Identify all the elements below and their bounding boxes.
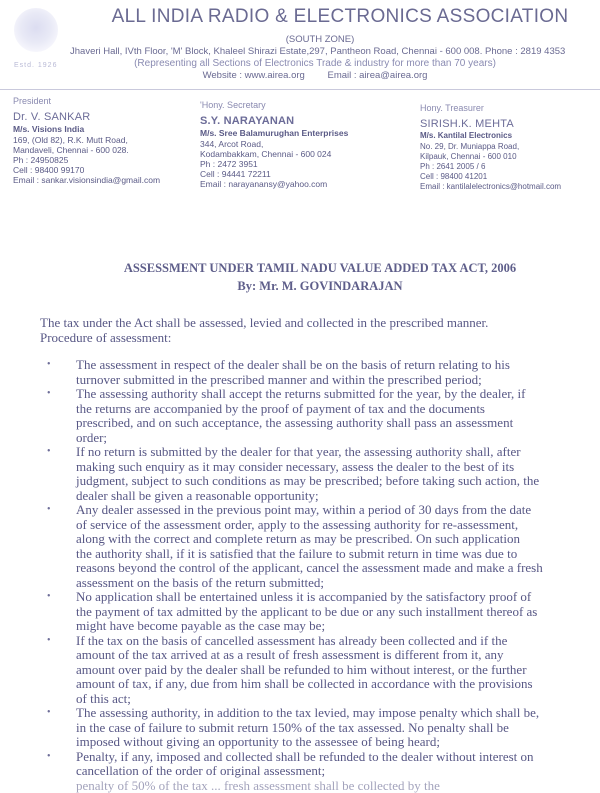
list-item-line: The assessment in respect of the dealer shall be on the basis of return relating to his <box>76 358 600 373</box>
list-item-line: dealer shall be given a reasonable opportunity; <box>76 489 600 504</box>
list-item-line: might have become payable as the case may be; <box>76 619 600 634</box>
list-item-line: cancellation of the order of original assessment; <box>76 764 600 779</box>
bullet-icon: • <box>47 750 51 765</box>
assessment-procedure-list <box>40 358 600 793</box>
clipped-line: penalty of 50% of the tax ... fresh assessment shall be collected by the <box>76 779 600 793</box>
intro-line: The tax under the Act shall be assessed, levied and collected in the prescribed manner. <box>40 316 600 331</box>
organization-tagline: (Representing all Sections of Electronics Trade & industry for more than 70 years) <box>0 58 600 69</box>
list-item-line: reasons beyond the control of the applicant, cancel the assessment made and make a fresh <box>76 561 600 576</box>
list-item <box>40 503 600 590</box>
article-title: ASSESSMENT UNDER TAMIL NADU VALUE ADDED TAX ACT, 2006 <box>0 261 600 276</box>
logo-caption: Estd. 1926 <box>14 62 57 69</box>
officer-cell: Cell : 98400 99170 <box>13 165 160 175</box>
list-item-line: the payment of tax admitted by the applicant to be due or any such installment thereof as <box>76 605 600 620</box>
list-item <box>40 358 600 387</box>
list-item-line: If no return is submitted by the dealer for that year, the assessing authority shall, after <box>76 445 600 460</box>
officer-name: Dr. V. SANKAR <box>13 112 160 122</box>
email-link[interactable]: Email : airea@airea.org <box>327 70 427 81</box>
list-item-line: order; <box>76 431 600 446</box>
list-item-line: No application shall be entertained unless it is accompanied by the satisfactory proof of <box>76 590 600 605</box>
officer-email[interactable]: Email : sankar.visionsindia@gmail.com <box>13 175 160 185</box>
list-item-line: amount of the tax arrived at as a result of fresh assessment is different from it, any <box>76 648 600 663</box>
letterhead-divider <box>0 89 600 90</box>
list-item-line: Penalty, if any, imposed and collected shall be refunded to the dealer without interest on <box>76 750 600 765</box>
association-logo-icon <box>14 8 58 52</box>
list-item <box>40 634 600 707</box>
list-item-line: the returns are accompanied by the proof of payment of tax and the documents <box>76 402 600 417</box>
bullet-icon: • <box>47 445 51 460</box>
organization-address: Jhaveri Hall, IVth Floor, 'M' Block, Khaleel Shirazi Estate,297, Pantheon Road, Chennai - 600 008. Phone : 2819 4353 <box>70 46 565 57</box>
list-item-line: of this act; <box>76 692 600 707</box>
officer-firm: M/s. Sree Balamurughan Enterprises <box>200 128 348 138</box>
bullet-icon: • <box>47 706 51 721</box>
officer-phone: Ph : 24950825 <box>13 155 160 165</box>
officer-email[interactable]: Email : kantilalelectronics@hotmail.com <box>420 182 561 192</box>
article-intro <box>40 316 600 345</box>
list-item-line: in the case of failure to submit return 150% of the tax assessed. No penalty shall be <box>76 721 600 736</box>
list-item-line: The assessing authority, in addition to the tax levied, may impose penalty which shall be, <box>76 706 600 721</box>
officer-name: SIRISH.K. MEHTA <box>420 119 561 129</box>
officer-address-line: 169, (Old 82), R.K. Mutt Road, <box>13 135 160 145</box>
intro-line: Procedure of assessment: <box>40 331 600 346</box>
bullet-icon: • <box>47 387 51 402</box>
officer-treasurer <box>420 103 561 193</box>
officer-address-line: 344, Arcot Road, <box>200 139 348 149</box>
list-item-line: assessment on the basis of the return submitted; <box>76 576 600 591</box>
bullet-icon: • <box>47 358 51 373</box>
bullet-icon: • <box>47 590 51 605</box>
officer-role: President <box>13 96 160 106</box>
list-item-line: amount over paid by the dealer shall be refunded to him without interest, or the further <box>76 663 600 678</box>
organization-contact <box>0 70 600 81</box>
list-item-line: the authority shall, if it is satisfied that the failure to submit return in time was due to <box>76 547 600 562</box>
officer-cell: Cell : 94441 72211 <box>200 169 348 179</box>
list-item <box>40 706 600 750</box>
officer-firm: M/s. Kantilal Electronics <box>420 131 561 141</box>
officer-name: S.Y. NARAYANAN <box>200 116 348 126</box>
bullet-icon: • <box>47 634 51 649</box>
list-item <box>40 590 600 634</box>
officer-cell: Cell : 98400 41201 <box>420 172 561 182</box>
officer-phone: Ph : 2472 3951 <box>200 159 348 169</box>
officer-address-line: No. 29, Dr. Muniappa Road, <box>420 142 561 152</box>
list-item-line: prescribed, and on such acceptance, the assessing authority shall pass an assessment <box>76 416 600 431</box>
website-link[interactable]: Website : www.airea.org <box>203 70 305 81</box>
officer-role: 'Hony. Secretary <box>200 100 348 110</box>
list-item <box>40 445 600 503</box>
list-item-line: making such enquiry as it may consider necessary, assess the dealer to the best of its <box>76 460 600 475</box>
list-item-line: judgment, subject to such conditions as may be prescribed; before taking such action, the <box>76 474 600 489</box>
officer-address-line: Kilpauk, Chennai - 600 010 <box>420 152 561 162</box>
officer-email[interactable]: Email : narayanansy@yahoo.com <box>200 179 348 189</box>
officer-president <box>13 96 160 186</box>
list-item-line: of service of the assessment order, apply to the assessing authority for re-assessment, <box>76 518 600 533</box>
list-item-line: amount of tax, if any, due from him shall be collected in accordance with the provisions <box>76 677 600 692</box>
officer-secretary <box>200 100 348 190</box>
list-item-line: Any dealer assessed in the previous point may, within a period of 30 days from the date <box>76 503 600 518</box>
list-item <box>40 387 600 445</box>
list-item-line: turnover submitted in the prescribed manner and within the prescribed period; <box>76 373 600 388</box>
organization-zone: (SOUTH ZONE) <box>0 34 600 45</box>
bullet-icon: • <box>47 503 51 518</box>
list-item <box>40 750 600 793</box>
list-item-line: along with the correct and complete return as may be prescribed. On such application <box>76 532 600 547</box>
officer-firm: M/s. Visions India <box>13 124 160 134</box>
list-item-line: imposed without giving an opportunity to the assessee of being heard; <box>76 735 600 750</box>
officer-address-line: Kodambakkam, Chennai - 600 024 <box>200 149 348 159</box>
officer-phone: Ph : 2641 2005 / 6 <box>420 162 561 172</box>
officer-address-line: Mandaveli, Chennai - 600 028. <box>13 145 160 155</box>
list-item-line: If the tax on the basis of cancelled assessment has already been collected and if the <box>76 634 600 649</box>
article-author: By: Mr. M. GOVINDARAJAN <box>0 279 600 294</box>
list-item-line: The assessing authority shall accept the returns submitted for the year, by the dealer, if <box>76 387 600 402</box>
officer-role: Hony. Treasurer <box>420 103 561 113</box>
organization-name: ALL INDIA RADIO & ELECTRONICS ASSOCIATION <box>90 6 590 28</box>
